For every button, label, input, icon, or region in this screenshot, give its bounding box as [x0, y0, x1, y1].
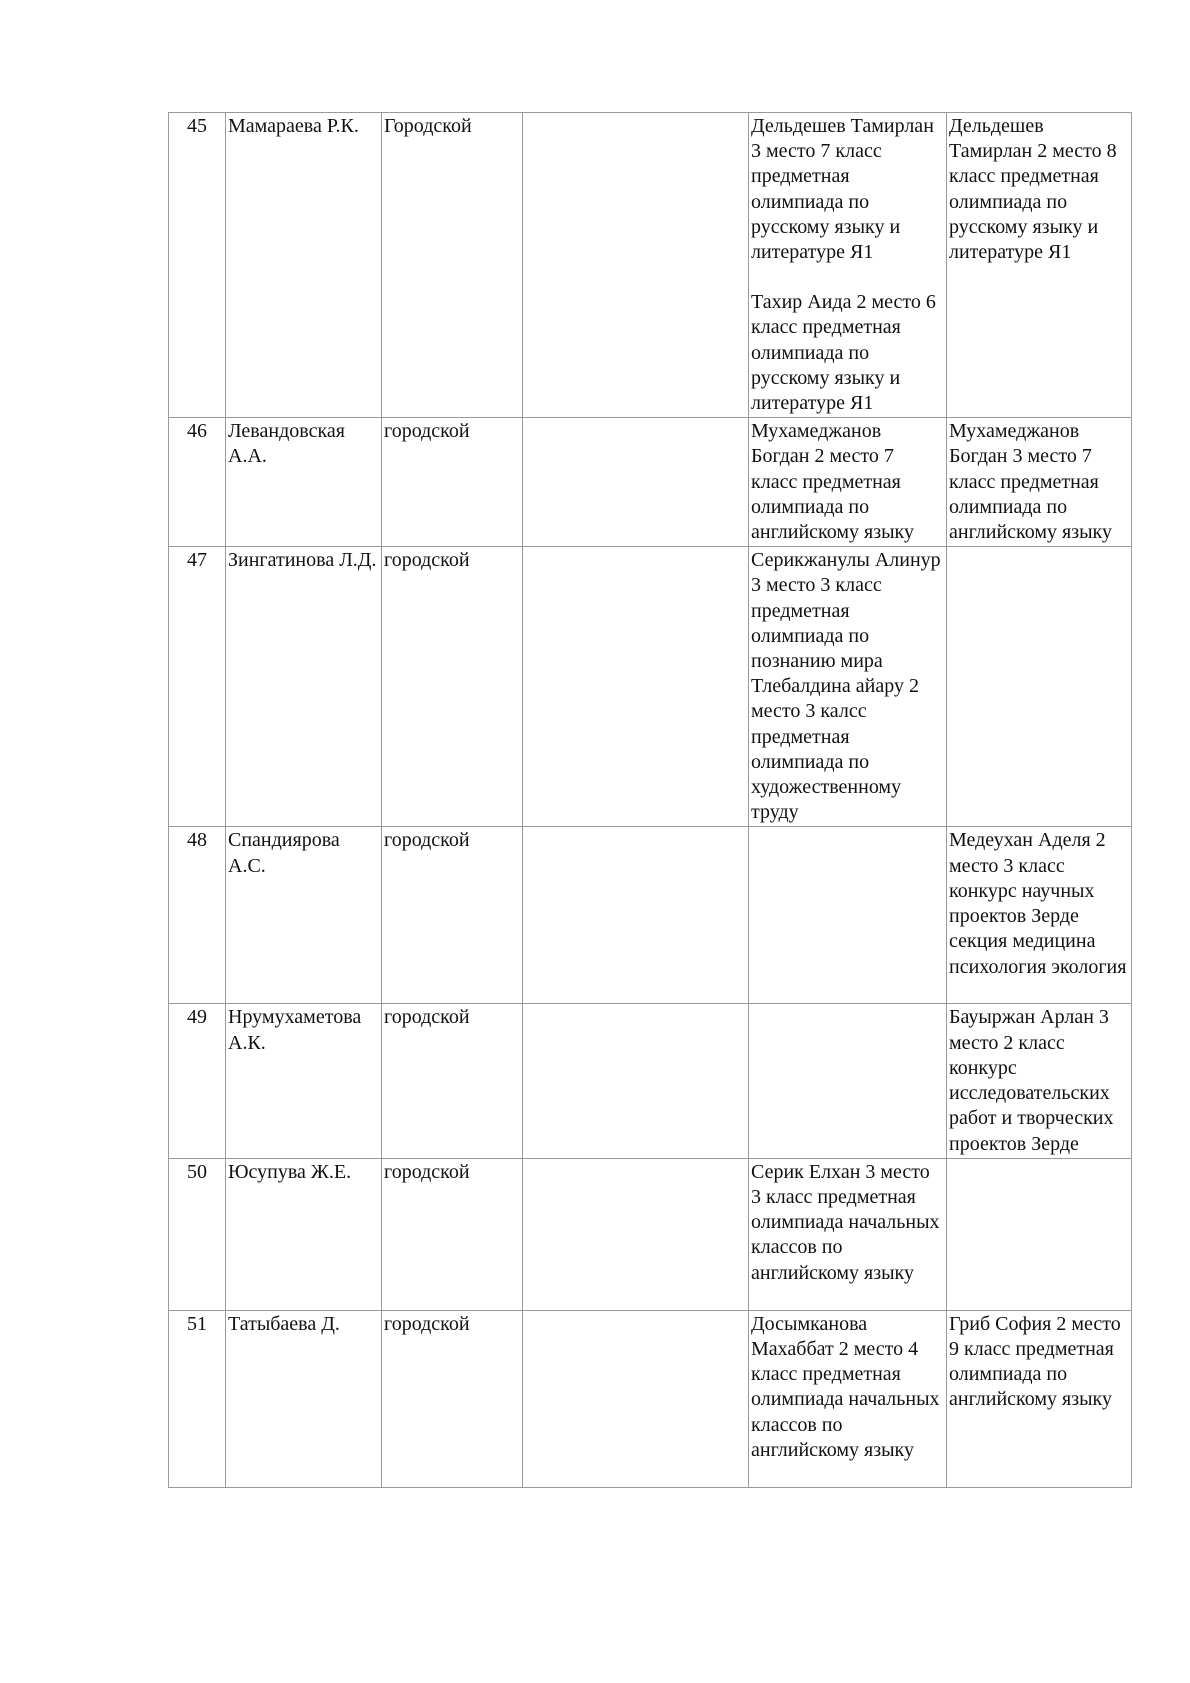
- results-cell-6: [947, 1310, 1132, 1487]
- results-cell-5: [749, 827, 947, 1004]
- level-cell: городской: [382, 827, 523, 1004]
- results-cell-5: [749, 113, 947, 418]
- result-entry: Медеухан Аделя 2 место 3 класс конкурс научных проектов Зерде секция медицина психология экология: [949, 829, 1127, 978]
- teacher-name-cell: Левандовская А.А.: [226, 418, 382, 547]
- table-row: [169, 1158, 1132, 1310]
- table-row: [169, 1004, 1132, 1158]
- result-entry: Тлебалдина айару 2 место 3 калсс предметная олимпиада по художественному труду: [751, 675, 919, 824]
- results-cell-4: [523, 1158, 749, 1310]
- table-row: [169, 827, 1132, 1004]
- result-entry: Досымканова Махаббат 2 место 4 класс предметная олимпиада начальных классов по английскому языку: [751, 1312, 940, 1461]
- result-entry: Гриб София 2 место 9 класс предметная олимпиада по английскому языку: [949, 1312, 1121, 1411]
- result-entry: Мухамеджанов Богдан 3 место 7 класс предметная олимпиада по английскому языку: [949, 420, 1112, 544]
- results-cell-6: [947, 1004, 1132, 1158]
- table-row: [169, 1310, 1132, 1487]
- results-cell-4: [523, 418, 749, 547]
- result-entry: Мухамеджанов Богдан 2 место 7 класс предметная олимпиада по английскому языку: [751, 420, 914, 544]
- result-entry: Серикжанулы Алинур 3 место 3 класс предметная олимпиада по познанию мира: [751, 549, 941, 673]
- row-number-cell: 45: [169, 113, 226, 418]
- level-cell: Городской: [382, 113, 523, 418]
- results-table-body: [169, 113, 1132, 1488]
- teacher-name-cell: Нрумухаметова А.К.: [226, 1004, 382, 1158]
- table-row: [169, 547, 1132, 827]
- row-number-cell: 47: [169, 547, 226, 827]
- teacher-name-cell: Юсупува Ж.Е.: [226, 1158, 382, 1310]
- results-cell-4: [523, 113, 749, 418]
- results-cell-5: [749, 547, 947, 827]
- results-cell-6: [947, 113, 1132, 418]
- results-cell-6: [947, 1158, 1132, 1310]
- results-cell-4: [523, 547, 749, 827]
- results-cell-4: [523, 827, 749, 1004]
- teacher-name-cell: Спандиярова А.С.: [226, 827, 382, 1004]
- level-cell: городской: [382, 418, 523, 547]
- level-cell: городской: [382, 1004, 523, 1158]
- result-entry: Дельдешев Тамирлан 2 место 8 класс предметная олимпиада по русскому языку и литературе Я1: [949, 115, 1117, 264]
- level-cell: городской: [382, 1310, 523, 1487]
- result-entry: Бауыржан Арлан 3 место 2 класс конкурс исследовательских работ и творческих проектов Зерде: [949, 1006, 1114, 1155]
- results-cell-6: [947, 418, 1132, 547]
- result-entry: Серик Елхан 3 место 3 класс предметная олимпиада начальных классов по английскому языку: [751, 1160, 940, 1284]
- results-cell-6: [947, 827, 1132, 1004]
- results-cell-4: [523, 1310, 749, 1487]
- results-cell-5: [749, 418, 947, 547]
- results-cell-5: [749, 1310, 947, 1487]
- table-row: [169, 113, 1132, 418]
- row-number-cell: 51: [169, 1310, 226, 1487]
- teacher-name-cell: Зингатинова Л.Д.: [226, 547, 382, 827]
- teacher-name-cell: Татыбаева Д.: [226, 1310, 382, 1487]
- result-entry: Тахир Аида 2 место 6 класс предметная олимпиада по русскому языку и литературе Я1: [751, 291, 936, 415]
- results-cell-5: [749, 1004, 947, 1158]
- level-cell: городской: [382, 547, 523, 827]
- row-number-cell: 48: [169, 827, 226, 1004]
- row-number-cell: 50: [169, 1158, 226, 1310]
- row-number-cell: 49: [169, 1004, 226, 1158]
- level-cell: городской: [382, 1158, 523, 1310]
- results-cell-5: [749, 1158, 947, 1310]
- teacher-name-cell: Мамараева Р.К.: [226, 113, 382, 418]
- results-table: [168, 112, 1132, 1488]
- row-number-cell: 46: [169, 418, 226, 547]
- results-cell-4: [523, 1004, 749, 1158]
- table-row: [169, 418, 1132, 547]
- results-cell-6: [947, 547, 1132, 827]
- result-entry: Дельдешев Тамирлан 3 место 7 класс предметная олимпиада по русскому языку и литературе Я1: [751, 115, 934, 264]
